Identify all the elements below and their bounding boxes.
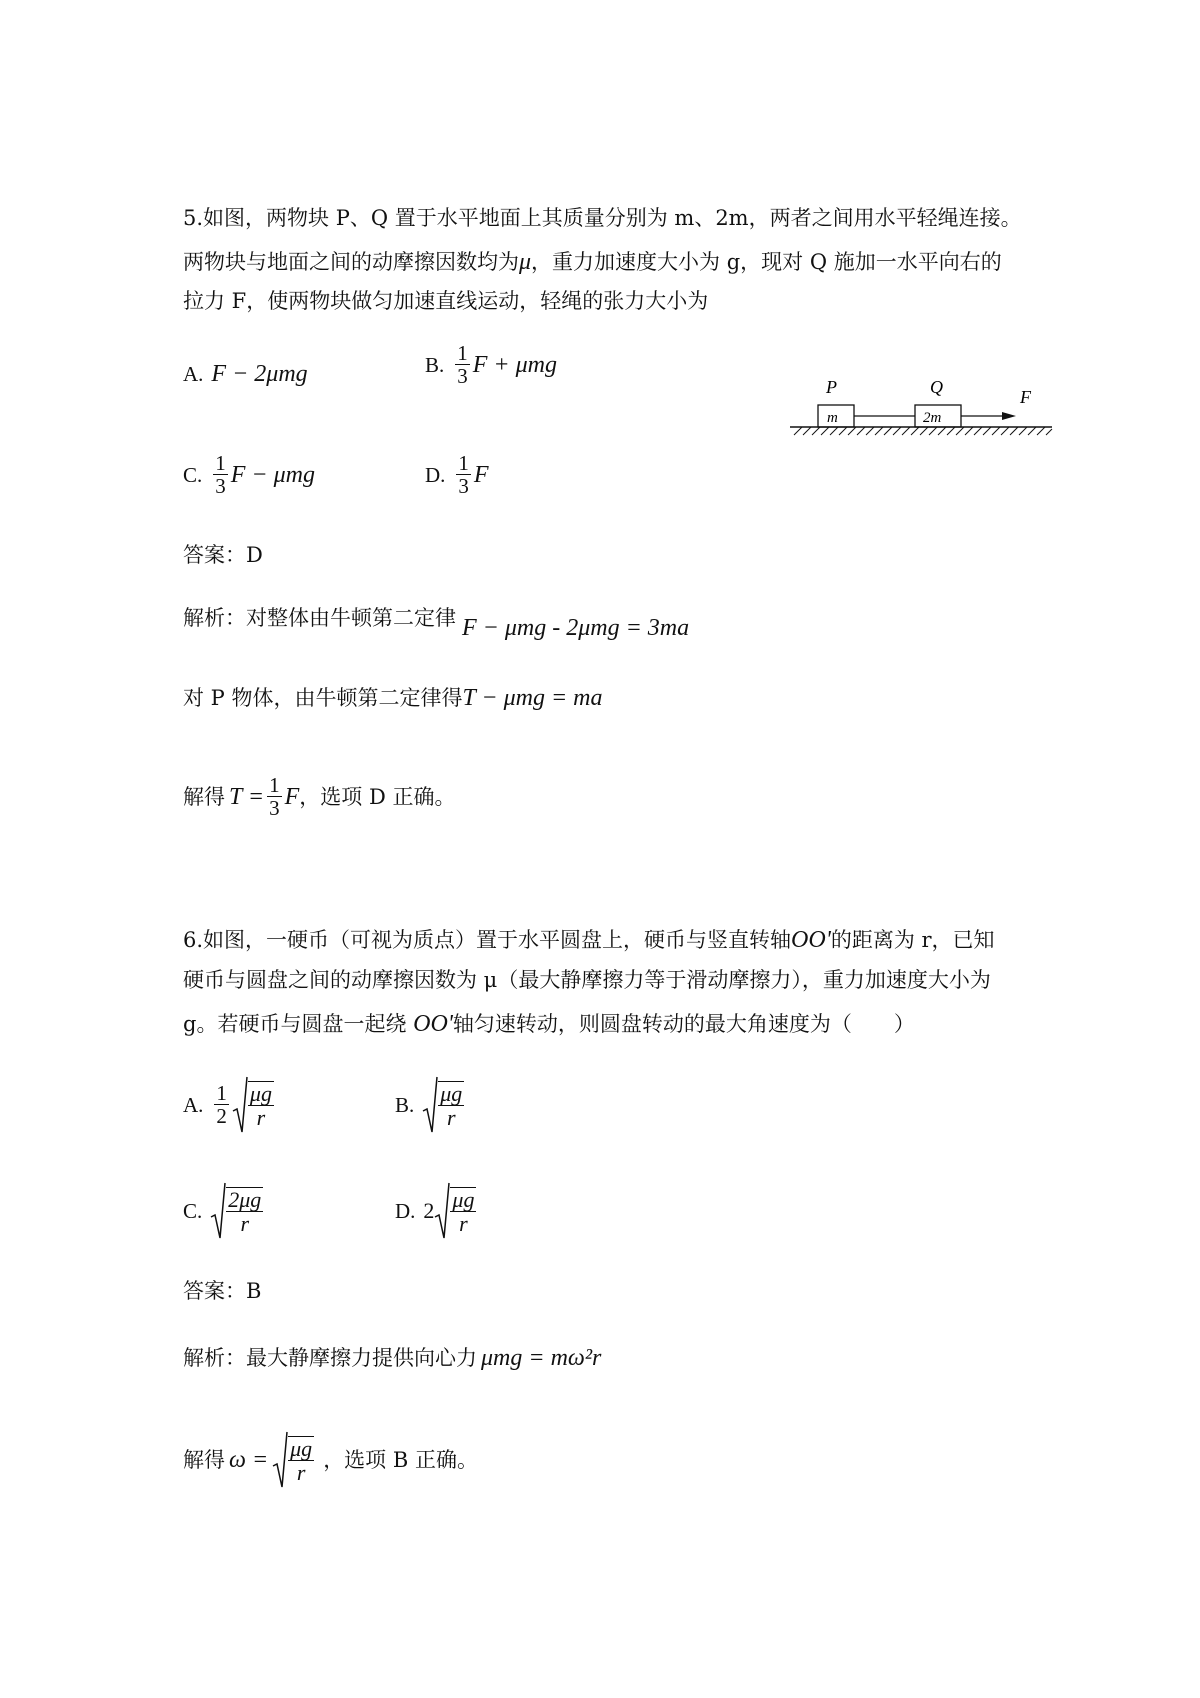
fraction-numerator: 1	[216, 1080, 227, 1105]
radical-sign	[232, 1075, 248, 1135]
option-label: D.	[395, 1198, 416, 1223]
option-expression: F	[473, 462, 489, 489]
radicand-numerator: μg	[452, 1187, 475, 1213]
q6-stem-line1-a: 6.如图，一硬币（可视为质点）置于水平圆盘上，硬币与竖直转轴	[183, 928, 792, 952]
q6-stem-line3-b: 轴匀速转动，则圆盘转动的最大角速度为（ ）	[452, 1012, 915, 1036]
analysis-text: 解析：对整体由牛顿第二定律	[183, 606, 456, 630]
q6-answer: 答案：B	[183, 1279, 262, 1303]
option-label: A.	[183, 361, 204, 386]
radical-sign	[272, 1430, 288, 1490]
fraction-numerator: 1	[215, 451, 226, 475]
block-p-mass: m	[827, 410, 838, 426]
option-label: B.	[425, 352, 445, 377]
radical-sign	[210, 1181, 226, 1241]
analysis-text: 解得	[183, 1447, 225, 1472]
option-label: A.	[183, 1092, 204, 1117]
fraction-denominator: 3	[458, 474, 469, 499]
blocks-diagram	[790, 375, 1060, 445]
analysis-text: 解得	[183, 784, 225, 809]
radical-sign	[434, 1181, 450, 1241]
q6-stem-line3	[183, 1012, 915, 1036]
fraction-numerator: 1	[458, 451, 469, 475]
q6-stem-line3-a: g。若硬币与圆盘一起绕	[183, 1012, 414, 1036]
option-expression: F − 2μmg	[211, 361, 308, 387]
fraction	[213, 452, 228, 498]
analysis-text: 解析：最大静摩擦力提供向心力	[183, 1346, 477, 1370]
fraction-denominator: 2	[216, 1103, 227, 1128]
option-expression: F − μmg	[230, 462, 315, 489]
q5-stem-line2	[183, 250, 1002, 274]
radicand-numerator: μg	[290, 1436, 313, 1462]
q5-analysis-1	[183, 606, 690, 641]
q5-option-d[interactable]	[425, 452, 489, 498]
label-p: P	[826, 377, 837, 397]
option-label: B.	[395, 1092, 415, 1117]
radical-sign	[422, 1075, 438, 1135]
analysis-equation: μmg = mω²r	[481, 1345, 602, 1371]
fraction	[214, 1082, 229, 1128]
fraction-denominator: 3	[269, 796, 280, 821]
q5-option-c[interactable]	[183, 452, 315, 498]
analysis-equation: T − μmg = ma	[462, 685, 603, 711]
label-f: F	[1020, 387, 1031, 407]
radicand	[288, 1436, 314, 1485]
axis-label: OO'	[413, 1011, 453, 1037]
q6-stem-line1-b: 的距离为 r，已知	[830, 928, 995, 952]
radicand-denominator: r	[438, 1105, 464, 1130]
fraction-denominator: 3	[215, 474, 226, 499]
analysis-conclusion: ，选项 B 正确。	[323, 1447, 478, 1472]
analysis-lhs: T =	[229, 784, 265, 811]
coefficient: 2	[423, 1198, 435, 1223]
q6-stem-line2: 硬币与圆盘之间的动摩擦因数为 μ（最大静摩擦力等于滑动摩擦力），重力加速度大小为	[183, 968, 991, 992]
option-label: D.	[425, 462, 446, 487]
q5-stem-line2-b: ，重力加速度大小为 g，现对 Q 施加一水平向右的	[531, 250, 1002, 274]
q5-analysis-3	[183, 774, 455, 820]
radicand	[450, 1187, 476, 1236]
q5-option-a[interactable]	[183, 362, 308, 386]
radicand-denominator: r	[248, 1105, 274, 1130]
q6-analysis-2	[183, 1430, 478, 1490]
ground-hatch	[794, 427, 1052, 435]
analysis-variable: F	[284, 784, 300, 811]
radicand-denominator: r	[288, 1460, 314, 1485]
q5-stem-line2-a: 两物块与地面之间的动摩擦因数均为	[183, 250, 519, 274]
option-label: C.	[183, 1198, 203, 1223]
q6-option-b[interactable]	[395, 1075, 467, 1135]
axis-label: OO'	[791, 927, 831, 953]
q6-stem-line1	[183, 928, 995, 952]
analysis-lhs: ω =	[229, 1447, 269, 1473]
fraction	[267, 774, 282, 820]
radicand-numerator: μg	[440, 1081, 463, 1107]
option-expression: F + μmg	[472, 352, 557, 379]
analysis-equation: F − μmg - 2μmg = 3ma	[462, 615, 690, 641]
force-arrowhead	[1002, 412, 1016, 420]
analysis-text: 对 P 物体，由牛顿第二定律得	[183, 686, 463, 710]
radicand	[438, 1081, 464, 1130]
q5-analysis-2	[183, 686, 603, 710]
fraction-numerator: 1	[269, 773, 280, 797]
mu-symbol: μ	[519, 249, 532, 275]
fraction-denominator: 3	[457, 364, 468, 389]
radicand-numerator: μg	[249, 1081, 272, 1107]
fraction	[455, 342, 470, 388]
block-q-mass: 2m	[923, 410, 942, 426]
q5-stem-line1: 5.如图，两物块 P、Q 置于水平地面上其质量分别为 m、2m，两者之间用水平轻绳连接。	[183, 206, 1022, 230]
analysis-conclusion: ，选项 D 正确。	[299, 784, 456, 809]
q6-analysis-1	[183, 1346, 601, 1370]
q6-option-c[interactable]	[183, 1181, 266, 1241]
label-q: Q	[930, 377, 943, 397]
fraction-numerator: 1	[457, 341, 468, 365]
radicand-denominator: r	[226, 1211, 263, 1236]
q6-option-d[interactable]	[395, 1181, 479, 1241]
q5-answer: 答案：D	[183, 543, 263, 567]
radicand-numerator: 2μg	[228, 1187, 262, 1213]
radicand	[226, 1187, 263, 1236]
q5-option-b[interactable]	[425, 342, 557, 388]
radicand-denominator: r	[450, 1211, 476, 1236]
q5-stem-line3: 拉力 F，使两物块做匀加速直线运动，轻绳的张力大小为	[183, 289, 709, 313]
q6-option-a[interactable]	[183, 1075, 277, 1135]
radicand	[248, 1081, 274, 1130]
option-label: C.	[183, 462, 203, 487]
fraction	[456, 452, 471, 498]
